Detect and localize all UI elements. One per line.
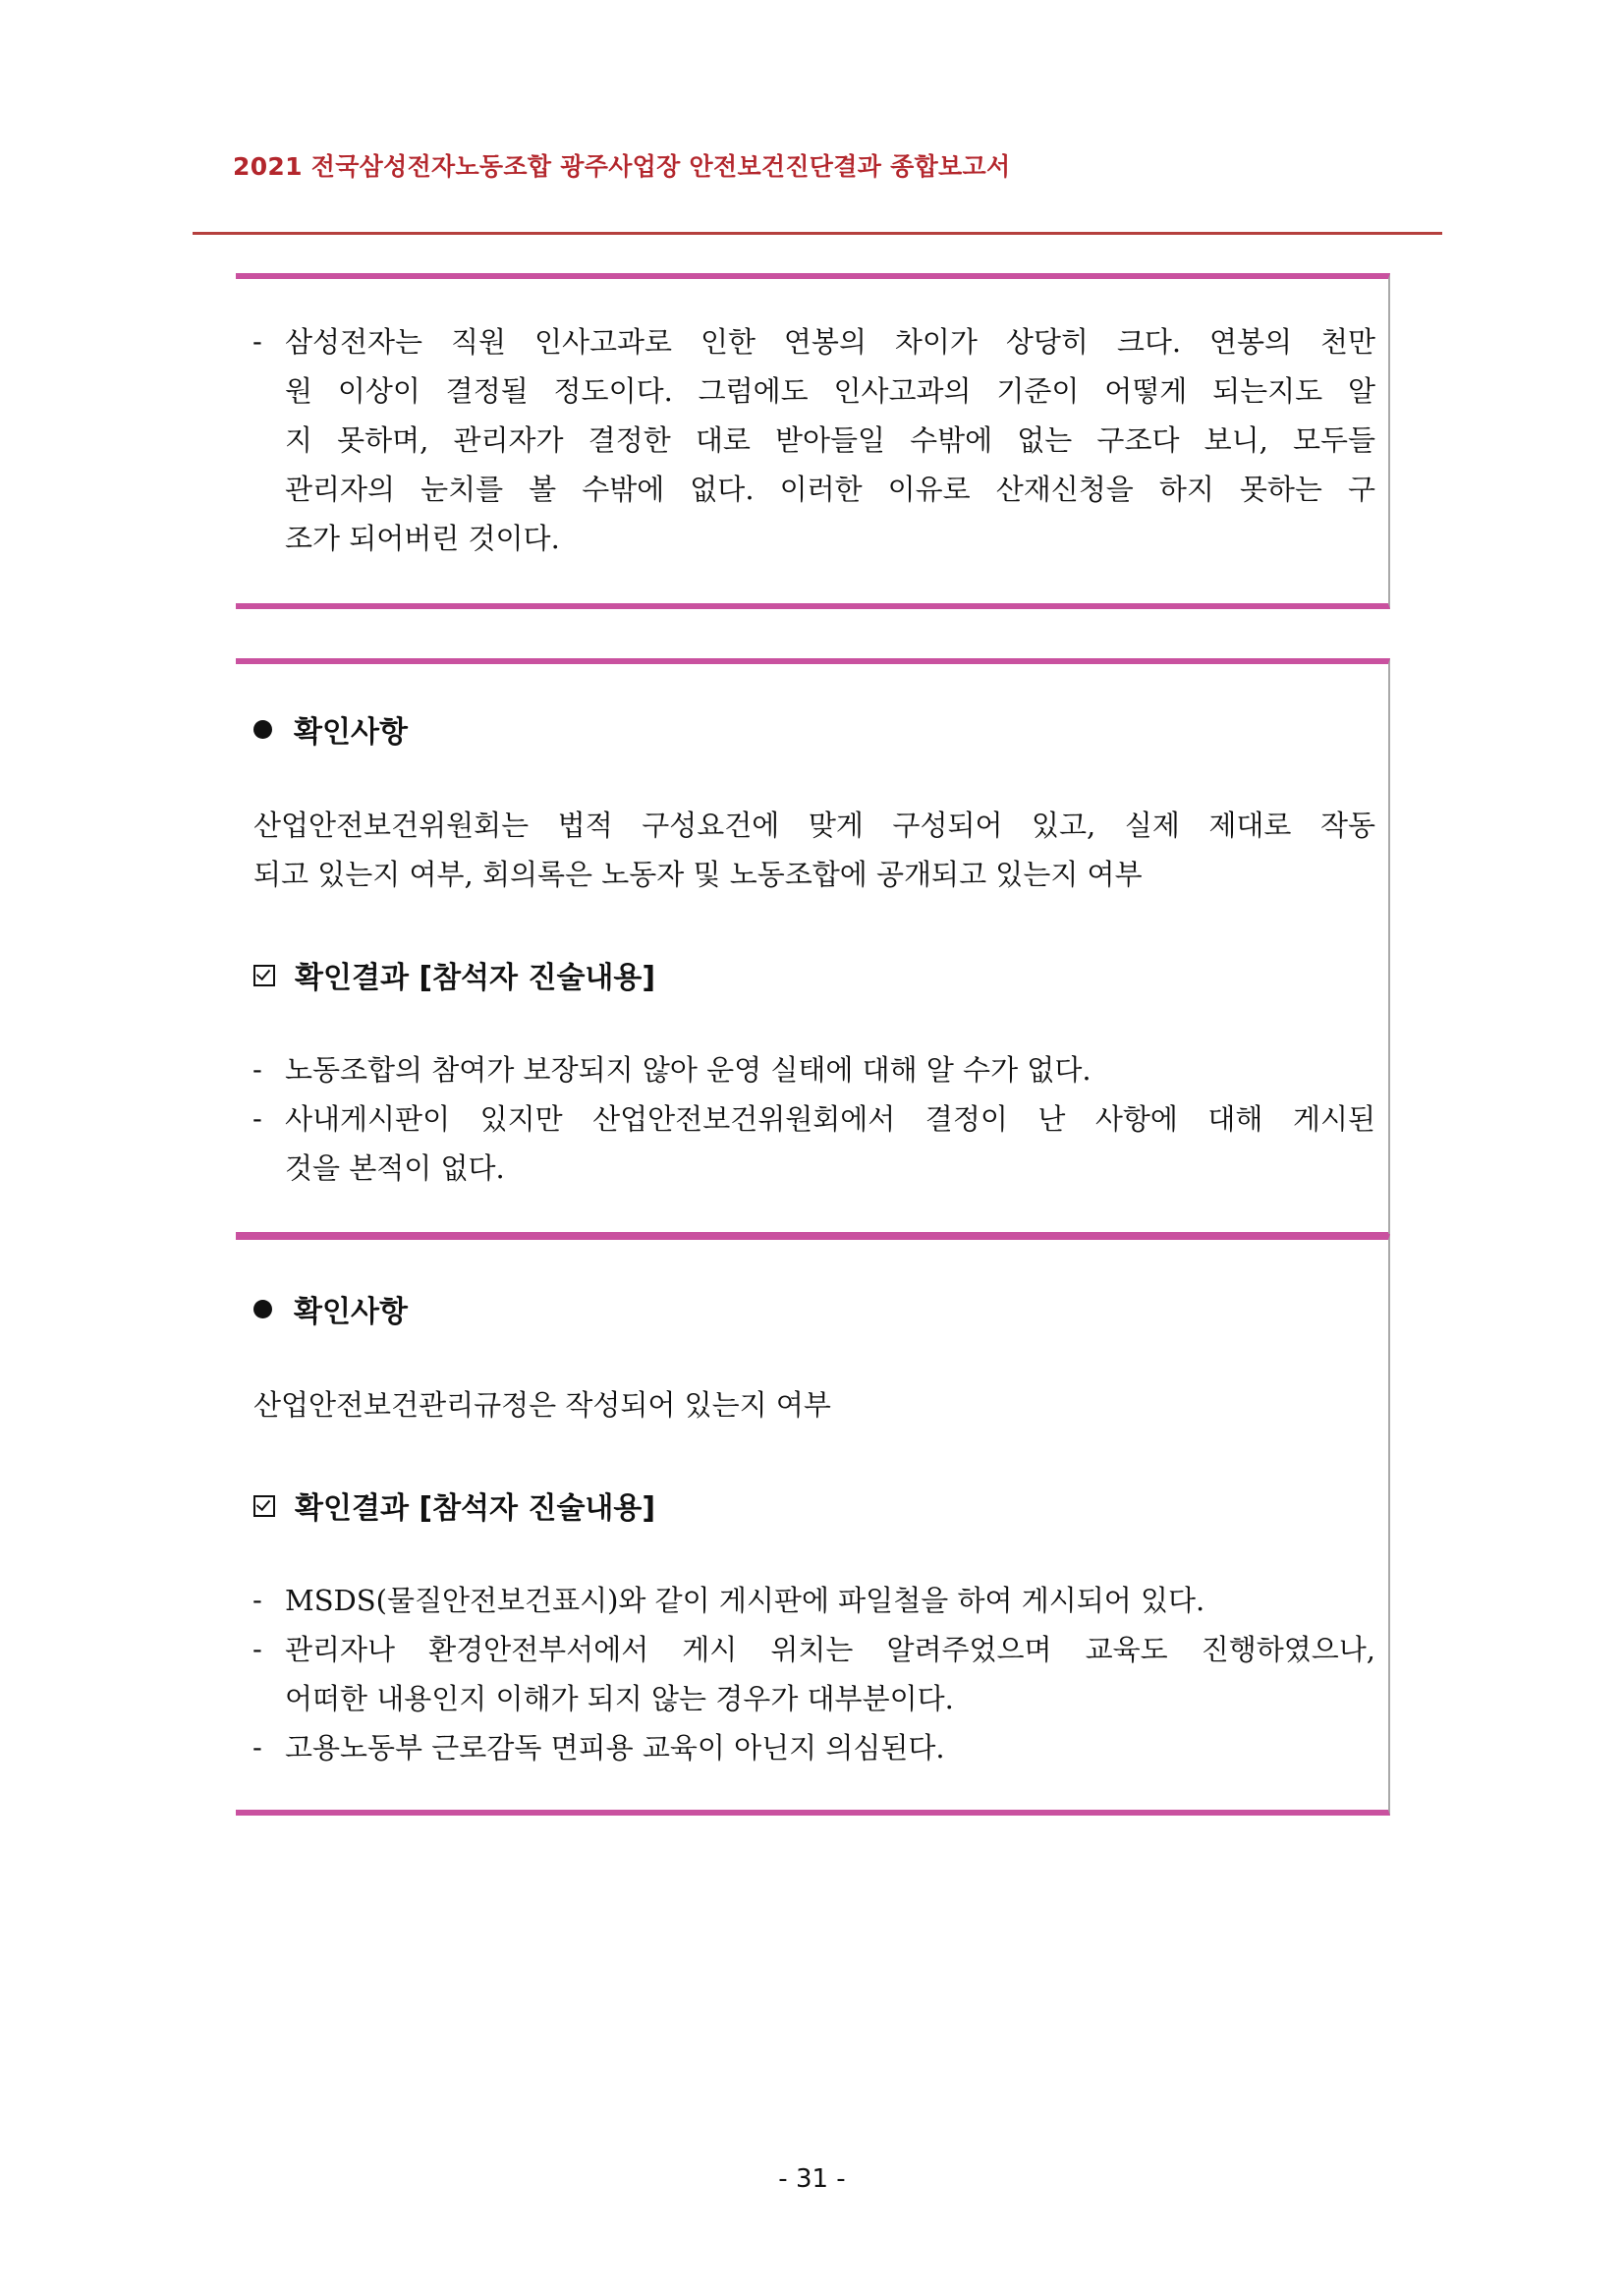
result-title: 확인결과 [참석자 진술내용] xyxy=(295,961,656,995)
dash-marker: - xyxy=(252,1101,262,1135)
dash-marker: - xyxy=(252,1052,262,1086)
box2-check-line-2: 되고 있는지 여부, 회의록은 노동자 및 노동조합에 공개되고 있는지 여부 xyxy=(253,858,1143,891)
bullet-dot-icon xyxy=(253,1300,272,1318)
box2-result-3: 것을 본적이 없다. xyxy=(285,1151,505,1185)
dash-marker: - xyxy=(252,1730,262,1764)
result-title: 확인결과 [참석자 진술내용] xyxy=(295,1491,656,1526)
box1-line-1: 삼성전자는 직원 인사고과로 인한 연봉의 차이가 상당히 크다. 연봉의 천만 xyxy=(285,325,1375,359)
checkbox-checked-icon xyxy=(253,965,275,986)
box3-check-line-1: 산업안전보건관리규정은 작성되어 있는지 여부 xyxy=(253,1388,831,1422)
box2-result-2: 사내게시판이 있지만 산업안전보건위원회에서 결정이 난 사항에 대해 게시된 xyxy=(285,1102,1375,1136)
box1-line-2: 원 이상이 결정될 정도이다. 그럼에도 인사고과의 기준이 어떻게 되는지도 알 xyxy=(285,374,1375,408)
page-number: - 31 - xyxy=(778,2164,846,2194)
check-title: 확인사항 xyxy=(294,1295,408,1329)
check-section-heading xyxy=(253,1287,408,1330)
box3-result-2: 관리자나 환경안전부서에서 게시 위치는 알려주었으며 교육도 진행하였으나, xyxy=(285,1633,1375,1666)
result-section-heading xyxy=(253,1484,655,1527)
check-title: 확인사항 xyxy=(294,715,408,750)
dash-marker: - xyxy=(252,1583,262,1616)
box1-line-4: 관리자의 눈치를 볼 수밖에 없다. 이러한 이유로 산재신청을 하지 못하는 구 xyxy=(285,473,1375,506)
check-section-heading xyxy=(253,707,408,751)
running-header-title: 2021 전국삼성전자노동조합 광주사업장 안전보건진단결과 종합보고서 xyxy=(233,152,1011,181)
dash-marker: - xyxy=(252,324,262,358)
dash-marker: - xyxy=(252,1632,262,1665)
result-section-heading xyxy=(253,953,655,996)
bullet-dot-icon xyxy=(253,720,272,739)
box2-result-1: 노동조합의 참여가 보장되지 않아 운영 실태에 대해 알 수가 없다. xyxy=(285,1053,1092,1087)
checkbox-checked-icon xyxy=(253,1495,275,1517)
box3-result-4: 고용노동부 근로감독 면피용 교육이 아닌지 의심된다. xyxy=(285,1731,945,1764)
box2-check-line-1: 산업안전보건위원회는 법적 구성요건에 맞게 구성되어 있고, 실제 제대로 작동 xyxy=(253,809,1375,842)
box3-result-3: 어떠한 내용인지 이해가 되지 않는 경우가 대부분이다. xyxy=(285,1682,954,1715)
box1-line-3: 지 못하며, 관리자가 결정한 대로 받아들일 수밖에 없는 구조다 보니, 모두들 xyxy=(285,423,1375,457)
box3-result-1: MSDS(물질안전보건표시)와 같이 게시판에 파일철을 하여 게시되어 있다. xyxy=(285,1584,1205,1617)
box1-line-5: 조가 되어버린 것이다. xyxy=(285,522,560,555)
header-divider xyxy=(193,232,1442,235)
